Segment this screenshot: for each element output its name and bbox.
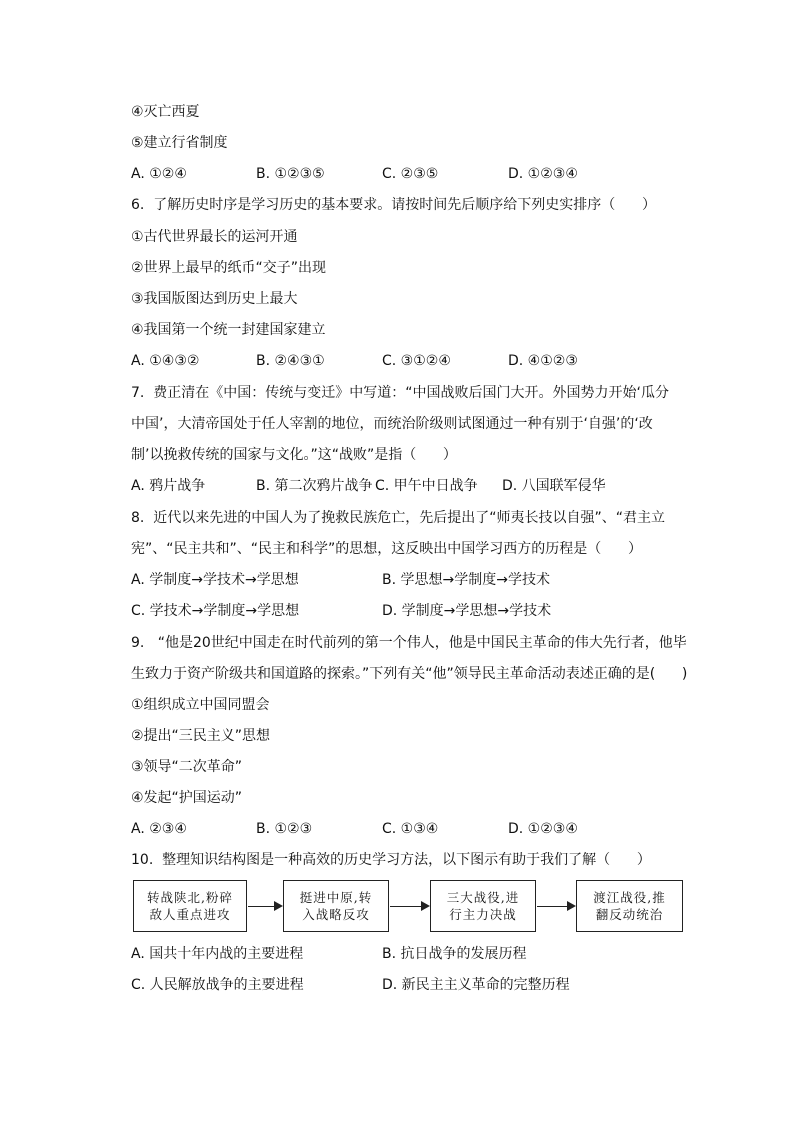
q5-option-d: D. ①②③④ [508,166,578,182]
flow-box-3-line-2: 行主力决战 [449,907,517,922]
q7-option-b: B. 第二次鸦片战争 [256,478,373,494]
flow-box-2-line-2: 入战略反攻 [302,907,370,922]
q10-option-d: D. 新民主主义革命的完整历程 [382,977,570,993]
flow-box-1-line-1: 转战陕北,粉碎 [147,890,233,905]
q6-item-4: ④我国第一个统一封建国家建立 [131,322,326,338]
flow-box-2-line-1: 挺进中原,转 [299,890,373,905]
q8-stem-line-1: 8. 近代以来先进的中国人为了挽救民族危亡，先后提出了“师夷长技以自强”、“君主立 [131,510,666,526]
flow-box-1-line-2: 敌人重点进攻 [149,907,231,922]
q9-item-2: ②提出“三民主义”思想 [131,728,271,744]
q10-option-a: A. 国共十年内战的主要进程 [131,946,304,962]
q6-option-b: B. ②④③① [256,353,325,369]
q8-option-c: C. 学技术→学制度→学思想 [131,603,300,619]
flow-box-3-line-1: 三大战役,进 [446,890,520,905]
q10-stem: 10. 整理知识结构图是一种高效的历史学习方法，以下图示有助于我们了解（ ） [131,852,651,868]
q9-option-a: A. ②③④ [131,821,187,837]
flow-box-4-line-2: 翻反动统治 [595,907,664,922]
flow-box-4-line-1: 渡江战役,推 [593,890,666,905]
q5-item-4: ④灭亡西夏 [131,104,200,120]
q5-option-b: B. ①②③⑤ [256,166,325,182]
q9-item-4: ④发起“护国运动” [131,790,243,806]
flow-box-3 [430,880,536,932]
q9-option-b: B. ①②③ [256,821,313,837]
q9-stem-line-2: 生致力于资产阶级共和国道路的探索。”下列有关“他”领导民主革命活动表述正确的是( ) [131,666,688,682]
q6-option-c: C. ③①②④ [382,353,451,369]
q7-option-c: C. 甲午中日战争 [375,478,478,494]
q9-item-1: ①组织成立中国同盟会 [131,697,270,713]
q10-option-b: B. 抗日战争的发展历程 [382,946,527,962]
q10-option-c: C. 人民解放战争的主要进程 [131,977,304,993]
q7-option-d: D. 八国联军侵华 [502,478,606,494]
flow-arrow-1 [248,906,281,907]
q5-item-5: ⑤建立行省制度 [131,135,228,151]
q7-stem-line-3: 制’以挽救传统的国家与文化。”这“战败”是指（ ） [131,447,457,463]
q9-item-3: ③领导“二次革命” [131,759,243,775]
flow-box-1 [133,880,247,932]
q6-option-d: D. ④①②③ [508,353,578,369]
q7-option-a: A. 鸦片战争 [131,478,206,494]
q6-item-2: ②世界上最早的纸币“交子”出现 [131,260,327,276]
q6-option-a: A. ①④③② [131,353,200,369]
q7-stem-line-2: 中国’，大清帝国处于任人宰割的地位，而统治阶级则试图通过一种有别于‘自强’的‘改 [131,416,653,432]
q8-option-b: B. 学思想→学制度→学技术 [382,572,550,588]
q8-option-d: D. 学制度→学思想→学技术 [382,603,552,619]
q8-stem-line-2: 宪”、“民主共和”、“民主和科学”的思想，这反映出中国学习西方的历程是（ ） [131,541,642,557]
q6-stem: 6. 了解历史时序是学习历史的基本要求。请按时间先后顺序给下列史实排序（ ） [131,197,656,213]
flow-arrow-3 [537,906,574,907]
flow-box-4 [576,880,683,932]
q5-option-a: A. ①②④ [131,166,187,182]
q9-option-d: D. ①②③④ [508,821,578,837]
q7-stem-line-1: 7. 费正清在《中国：传统与变迁》中写道：“中国战败后国门大开。外国势力开始‘瓜分 [131,385,669,401]
q5-option-c: C. ②③⑤ [382,166,439,182]
q6-item-1: ①古代世界最长的运河开通 [131,229,298,245]
flow-box-2 [283,880,389,932]
q9-option-c: C. ①③④ [382,821,439,837]
q9-stem-line-1: 9. “他是20世纪中国走在时代前列的第一个伟人，他是中国民主革命的伟大先行者，他毕 [131,635,687,651]
flow-arrow-2 [390,906,428,907]
q6-item-3: ③我国版图达到历史上最大 [131,291,298,307]
q8-option-a: A. 学制度→学技术→学思想 [131,572,299,588]
